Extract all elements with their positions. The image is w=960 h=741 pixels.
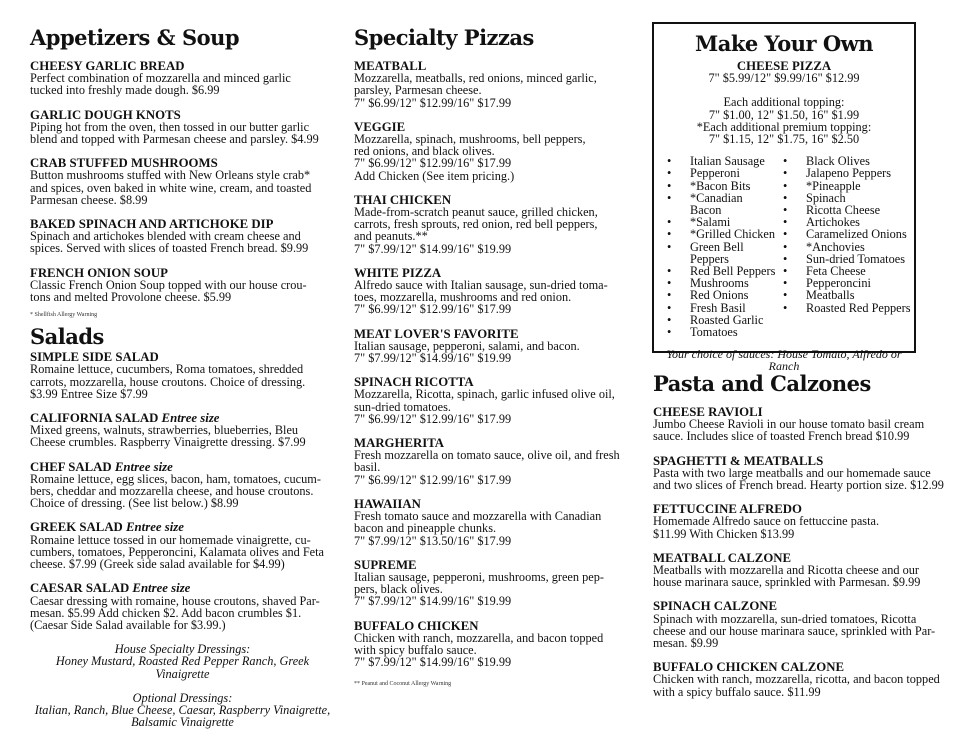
topping-item: • Black Olives [776, 155, 911, 167]
item-name: WHITE PIZZA [354, 265, 442, 280]
item-description: Fresh tomato sauce and mozzarella with Canadian bacon and pineapple chunks. 7" $7.99/12" $13.50/16" $17.99 [354, 509, 602, 548]
topping-item: • Jalapeno Peppers [776, 167, 911, 179]
topping-item: • Pepperoncini [776, 277, 911, 289]
topping-item: • Sun-dried Tomatoes [776, 253, 911, 265]
menu-item [354, 60, 639, 109]
item-size-tag: Entree size [126, 520, 184, 535]
menu-item [30, 582, 335, 631]
cheese-pizza-price: 7" $5.99/12" $9.99/16" $12.99 [708, 71, 860, 86]
pizzas-column [354, 26, 639, 694]
topping-item: • Ricotta Cheese [776, 204, 911, 216]
menu-item [354, 376, 639, 425]
item-description: Meatballs with mozzarella and Ricotta cheese and our house marinara sauce, sprinkled with Parmesan. $9.99 [653, 563, 921, 590]
menu-item [653, 552, 953, 589]
menu-item [653, 661, 953, 698]
make-your-own-box [652, 22, 916, 374]
item-description: Piping hot from the oven, then tossed in our butter garlic blend and topped with Parmesan cheese and parsley. $4.99 [30, 119, 319, 147]
item-description: Mozzarella, spinach, mushrooms, bell peppers, red onions, and black olives. 7" $6.99/12" $12.99/16" $17.99 Add Chicken (See item pricing.) [354, 132, 586, 183]
menu-item [354, 328, 639, 365]
item-title [354, 620, 639, 632]
item-description: Spinach and artichokes blended with cream cheese and spices. Served with slices of toasted French bread. $9.99 [30, 229, 309, 256]
item-description: Caesar dressing with romaine, house croutons, shaved Par- mesan. $5.99 Add chicken $2. Add bacon crumbles $1. (Caesar Side Salad available for $3.99.) [30, 593, 320, 632]
item-description: Mozzarella, meatballs, red onions, minced garlic, parsley, Parmesan cheese. 7" $6.99/12" $12.99/16" $17.99 [354, 71, 597, 110]
house-dressings-label: House Specialty Dressings: [114, 642, 251, 657]
item-description: Italian sausage, pepperoni, mushrooms, green pep- pers, black olives. 7" $7.99/12" $14.99/16" $19.99 [354, 569, 604, 609]
topping-item: • Italian Sausage [660, 155, 776, 167]
item-name: MEAT LOVER'S FAVORITE [354, 326, 519, 341]
topping-item: • Artichokes [776, 216, 911, 228]
menu-item [30, 60, 335, 97]
topping-item: • Roasted Red Peppers [776, 302, 911, 314]
menu-item [653, 406, 953, 443]
item-name: MEATBALL [354, 59, 427, 73]
salads-heading: Salads [30, 324, 104, 350]
premium-topping-label: *Each additional premium topping: [696, 119, 872, 134]
item-description: Spinach with mozzarella, sun-dried tomatoes, Ricotta cheese and our house marinara sauce, sprinkled with Par- mesan. $9.99 [653, 611, 936, 651]
sauce-choices: Your choice of sauces: House Tomato, Alfredo or Ranch [666, 347, 902, 374]
item-name: FRENCH ONION SOUP [30, 265, 168, 280]
item-description: Mozzarella, Ricotta, spinach, garlic infused olive oil, sun-dried tomatoes. 7" $6.99/12" $12.99/16" $17.99 [354, 387, 615, 426]
item-name: SIMPLE SIDE SALAD [30, 350, 159, 365]
item-description: Italian sausage, pepperoni, salami, and bacon. 7" $7.99/12" $14.99/16" $19.99 [354, 338, 580, 366]
item-description: Romaine lettuce, egg slices, bacon, ham, tomatoes, cucum- bers, cheddar and mozzarella cheese, and house croutons. Choice of dressing. (See list below.) $8.99 [30, 471, 321, 511]
item-size-tag: Entree size [132, 581, 191, 596]
item-size-tag: Entree size [161, 411, 220, 426]
topping-label: Each additional topping: [723, 95, 845, 110]
topping-item: • Fresh Basil [660, 302, 776, 314]
appetizers-list [30, 60, 335, 303]
menu-item [354, 267, 639, 316]
item-description: Romaine lettuce, cucumbers, Roma tomatoes, shredded carrots, mozzarella, house croutons. Choice of dressing. $3.99 Entree Size $7.99 [30, 362, 306, 401]
item-name: CALIFORNIA SALAD [30, 411, 159, 426]
salads-list [30, 351, 335, 631]
peanut-note: ** Peanut and Coconut Allergy Warning [354, 681, 452, 688]
topping-item: • Tomatoes [660, 326, 776, 338]
house-dressings: Honey Mustard, Roasted Red Pepper Ranch, Greek Vinaigrette [55, 654, 310, 681]
premium-topping-price: 7" $1.15, 12" $1.75, 16" $2.50 [708, 132, 860, 147]
item-description: Classic French Onion Soup topped with our house crou- tons and melted Provolone cheese. $5.99 [30, 277, 307, 305]
menu-item [30, 521, 335, 570]
topping-item: • *Pineapple [776, 180, 911, 192]
appetizers-column [30, 26, 335, 728]
topping-item: • Caramelized Onions [776, 228, 911, 240]
pizzas-heading: Specialty Pizzas [354, 25, 534, 50]
item-title [30, 582, 335, 594]
topping-item: • Roasted Garlic [660, 314, 776, 326]
topping-item: • Meatballs [776, 289, 911, 301]
item-title [653, 455, 953, 467]
toppings-right [776, 155, 911, 338]
menu-item [354, 620, 639, 669]
item-name: HAWAIIAN [354, 496, 421, 511]
topping-item: • Feta Cheese [776, 265, 911, 277]
topping-item: • Spinach [776, 192, 911, 204]
topping-item: • Green Bell Peppers [660, 241, 776, 265]
menu-item [30, 351, 335, 400]
topping-item: • Pepperoni [660, 167, 776, 179]
item-description: Mixed greens, walnuts, strawberries, blueberries, Bleu Cheese crumbles. Raspberry Vinaigrette dressing. $7.99 [30, 423, 306, 450]
topping-item: • *Salami [660, 216, 776, 228]
menu-item [653, 600, 953, 649]
menu-item [354, 121, 639, 182]
optional-dressings-label: Optional Dressings: [132, 690, 233, 705]
item-name: SPAGHETTI & MEATBALLS [653, 453, 824, 468]
menu-item [30, 412, 335, 449]
toppings-list [660, 155, 914, 338]
item-name: SPINACH CALZONE [653, 599, 778, 614]
menu-item [653, 455, 953, 492]
item-name: CHEESE RAVIOLI [653, 405, 763, 419]
item-name: CHEESY GARLIC BREAD [30, 59, 185, 73]
item-description: Homemade Alfredo sauce on fettuccine pasta. $11.99 With Chicken $13.99 [653, 514, 880, 541]
menu-item [30, 157, 335, 206]
item-description: Chicken with ranch, mozzarella, ricotta, and bacon topped with a spicy buffalo sauce. $11.99 [653, 672, 940, 699]
item-name: MARGHERITA [354, 436, 445, 451]
item-description: Alfredo sauce with Italian sausage, sun-dried toma- toes, mozzarella, mushrooms and red onion. 7" $6.99/12" $12.99/16" $17.99 [354, 278, 608, 317]
topping-item: • *Canadian Bacon [660, 192, 776, 216]
item-description: Perfect combination of mozzarella and minced garlic tucked into freshly made dough. $6.99 [30, 71, 291, 98]
menu-item [653, 503, 953, 540]
pasta-heading: Pasta and Calzones [653, 371, 871, 396]
menu-item [354, 194, 639, 255]
toppings-left [660, 155, 776, 338]
item-name: SUPREME [354, 557, 417, 572]
item-name: BUFFALO CHICKEN [354, 618, 479, 633]
item-description: Romaine lettuce tossed in our homemade vinaigrette, cu- cumbers, tomatoes, Pepperoncini, Kalamata olives and Feta cheese. $7.99 (Greek side salad available for $4.99) [30, 532, 325, 572]
topping-item: • Red Bell Peppers [660, 265, 776, 277]
pasta-column [653, 372, 953, 710]
make-your-own-heading: Make Your Own [694, 31, 874, 56]
item-name: CAESAR SALAD [30, 581, 130, 596]
menu-item [354, 437, 639, 486]
item-name: THAI CHICKEN [354, 192, 452, 207]
appetizers-heading: Appetizers & Soup [30, 25, 240, 50]
item-name: BUFFALO CHICKEN CALZONE [653, 660, 845, 675]
item-name: GARLIC DOUGH KNOTS [30, 107, 181, 122]
pizzas-list [354, 60, 639, 668]
shellfish-note: * Shellfish Allergy Warning [30, 312, 98, 319]
item-name: CHEF SALAD [30, 459, 112, 474]
topping-item: • Red Onions [660, 289, 776, 301]
topping-item: • Mushrooms [660, 277, 776, 289]
item-name: VEGGIE [354, 119, 406, 134]
topping-item: • *Grilled Chicken [660, 228, 776, 240]
topping-price: 7" $1.00, 12" $1.50, 16" $1.99 [708, 107, 860, 122]
item-title [30, 267, 335, 279]
item-name: MEATBALL CALZONE [653, 550, 792, 565]
pasta-list [653, 406, 953, 698]
item-name: SPINACH RICOTTA [354, 375, 474, 390]
topping-item: • *Bacon Bits [660, 180, 776, 192]
item-title [30, 109, 335, 121]
item-title [653, 600, 953, 612]
cheese-pizza-label: CHEESE PIZZA [736, 59, 832, 73]
item-name: BAKED SPINACH AND ARTICHOKE DIP [30, 217, 274, 232]
item-title [30, 521, 335, 533]
item-description: Made-from-scratch peanut sauce, grilled chicken, carrots, fresh sprouts, red onion, red bell peppers, and peanuts.** 7" $7.99/12" $14.99/16" $19.99 [354, 205, 598, 256]
item-description: Button mushrooms stuffed with New Orleans style crab* and spices, oven baked in white wine, cream, and toasted Parmesan cheese. $8.99 [30, 168, 312, 207]
item-size-tag: Entree size [114, 459, 173, 474]
item-name: CRAB STUFFED MUSHROOMS [30, 156, 218, 171]
menu-item [30, 267, 335, 304]
item-name: GREEK SALAD [30, 520, 123, 535]
optional-dressings: Italian, Ranch, Blue Cheese, Caesar, Raspberry Vinaigrette, Balsamic Vinaigrette [34, 702, 331, 730]
item-description: Fresh mozzarella on tomato sauce, olive oil, and fresh basil. 7" $6.99/12" $12.99/16" $17.99 [354, 448, 620, 487]
menu-item [30, 461, 335, 510]
item-description: Chicken with ranch, mozzarella, and bacon topped with spicy buffalo sauce. 7" $7.99/12" $14.99/16" $19.99 [354, 630, 604, 670]
menu-item [354, 498, 639, 547]
item-description: Jumbo Cheese Ravioli in our house tomato basil cream sauce. Includes slice of toasted French bread $10.99 [653, 417, 925, 444]
item-description: Pasta with two large meatballs and our homemade sauce and two slices of French bread. Hearty portion size. $12.99 [653, 465, 944, 493]
menu-item [354, 559, 639, 608]
topping-item: • *Anchovies [776, 241, 911, 253]
menu-item [30, 218, 335, 255]
item-name: FETTUCCINE ALFREDO [653, 502, 802, 517]
menu-item [30, 109, 335, 146]
